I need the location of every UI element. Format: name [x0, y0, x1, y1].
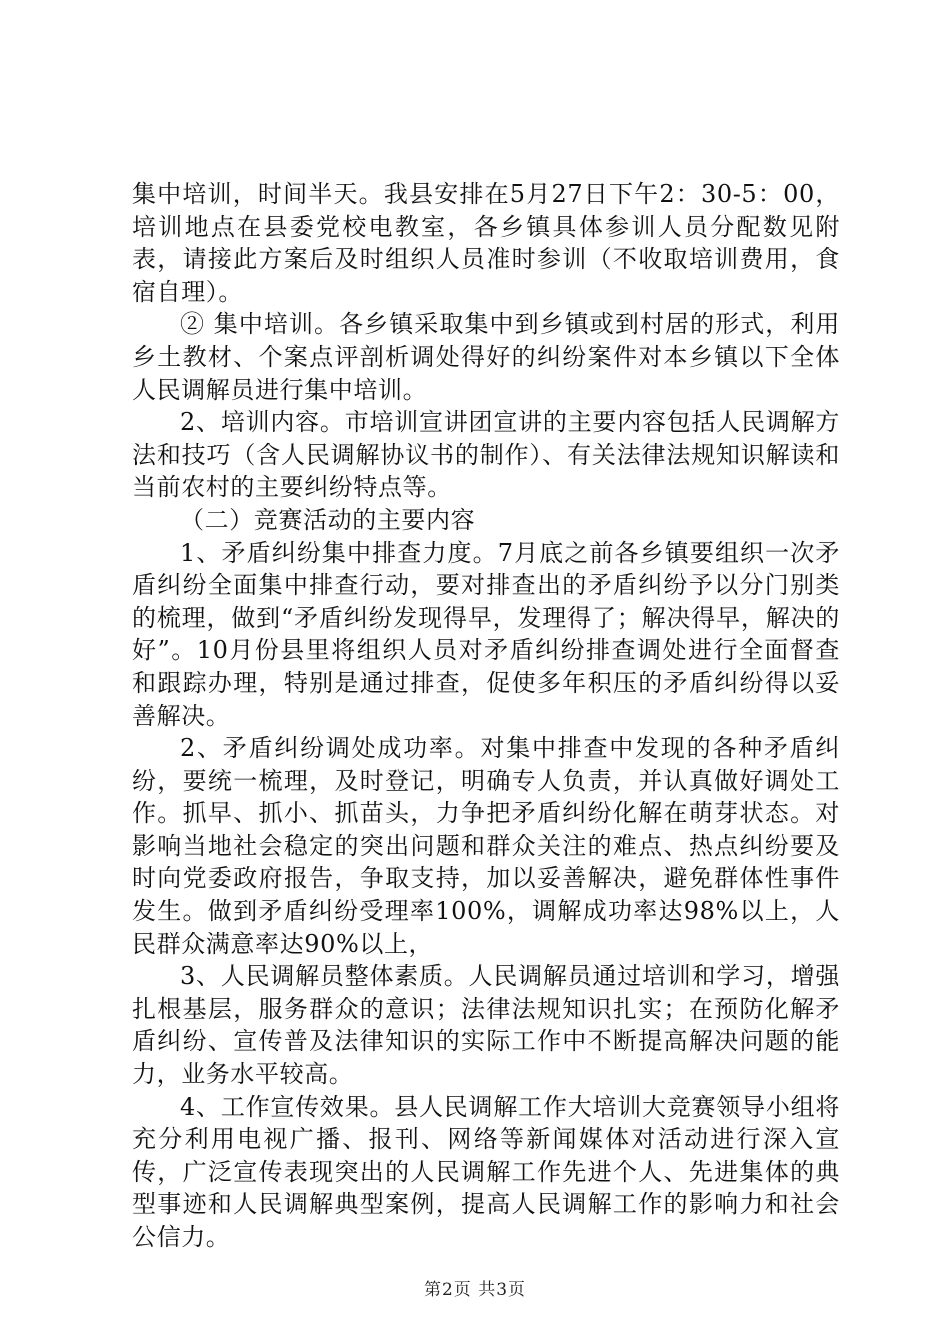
- paragraph-mediator-quality: 3、人民调解员整体素质。人民调解员通过培训和学习，增强扎根基层，服务群众的意识；法律法规知识扎实；在预防化解矛盾纠纷、宣传普及法律知识的实际工作中不断提高解决问题的能力，业务水平较高。: [132, 962, 840, 1089]
- paragraph-township-training: ② 集中培训。各乡镇采取集中到乡镇或到村居的形式，利用乡土教材、个案点评剖析调处得好的纠纷案件对本乡镇以下全体人民调解员进行集中培训。: [132, 310, 840, 404]
- document-body: [132, 178, 840, 1254]
- paragraph-mediation-success-rate: 2、矛盾纠纷调处成功率。对集中排查中发现的各种矛盾纠纷，要统一梳理，及时登记，明确专人负责，并认真做好调处工作。抓早、抓小、抓苗头，力争把矛盾纠纷化解在萌芽状态。对影响当地社会稳定的突出问题和群众关注的难点、热点纠纷要及时向党委政府报告，争取支持，加以妥善解决，避免群体性事件发生。做到矛盾纠纷受理率100%，调解成功率达98%以上，人民群众满意率达90%以上，: [132, 734, 840, 958]
- paragraph-publicity-effect: 4、工作宣传效果。县人民调解工作大培训大竞赛领导小组将充分利用电视广播、报刊、网络等新闻媒体对活动进行深入宣传，广泛宣传表现突出的人民调解工作先进个人、先进集体的典型事迹和人民调解典型案例，提高人民调解工作的影响力和社会公信力。: [132, 1092, 840, 1251]
- paragraph-training-schedule: 集中培训，时间半天。我县安排在5月27日下午2：30-5：00，培训地点在县委党校电教室，各乡镇具体参训人员分配数见附表，请接此方案后及时组织人员准时参训（不收取培训费用，食宿自理）。: [132, 180, 840, 306]
- section-heading-competition: （二）竞赛活动的主要内容: [180, 505, 476, 534]
- paragraph-dispute-screening: 1、矛盾纠纷集中排查力度。7月底之前各乡镇要组织一次矛盾纠纷全面集中排查行动，要对排查出的矛盾纠纷予以分门别类的梳理，做到“矛盾纠纷发现得早，发理得了；解决得早，解决的好”。10月份县里将组织人员对矛盾纠纷排查调处进行全面督查和跟踪办理，特别是通过排查，促使多年积压的矛盾纠纷得以妥善解决。: [132, 538, 840, 730]
- paragraph-training-content: 2、培训内容。市培训宣讲团宣讲的主要内容包括人民调解方法和技巧（含人民调解协议书的制作）、有关法律法规知识解读和当前农村的主要纠纷特点等。: [132, 408, 840, 502]
- page-number-footer: 第2页 共3页: [423, 1280, 527, 1300]
